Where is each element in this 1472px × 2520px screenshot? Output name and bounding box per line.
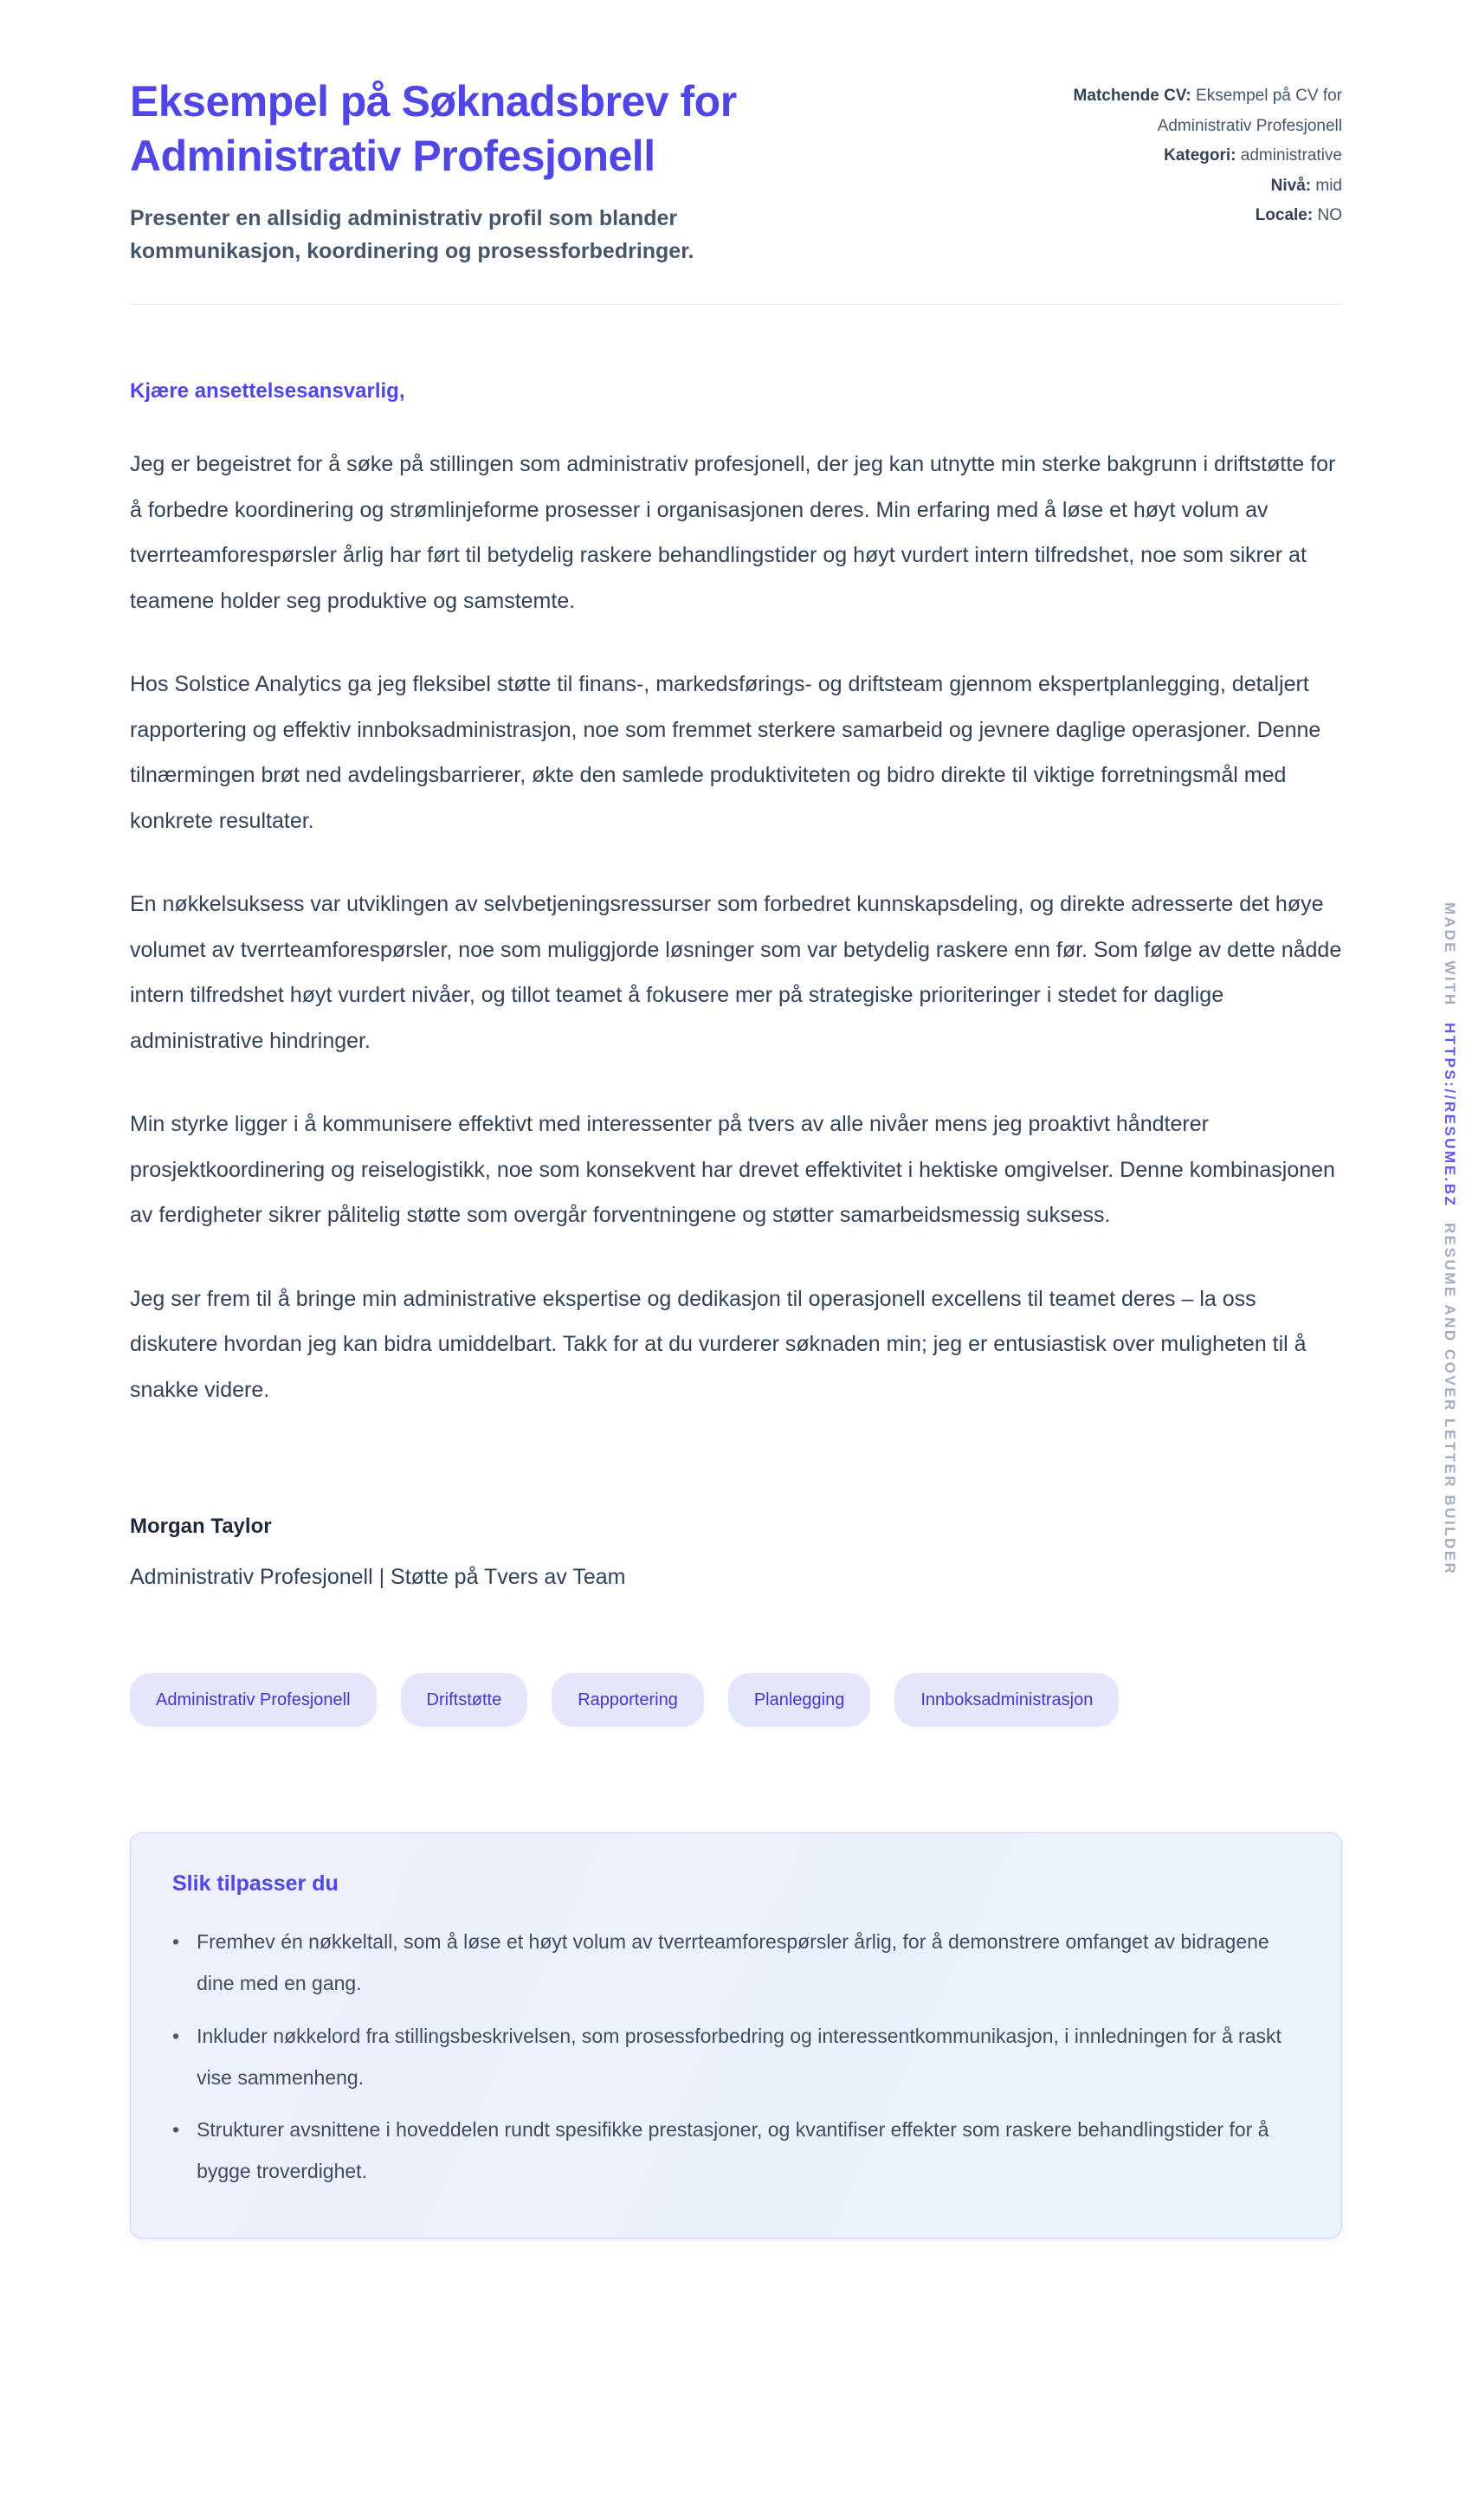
watermark	[1441, 902, 1458, 1576]
tips-box	[130, 1832, 1342, 2239]
letter-body	[130, 379, 1342, 1590]
tips-item-text: Fremhev én nøkkeltall, som å løse et høyt volum av tverrteamforespørsler årlig, for å demonstrere omfanget av bidragene dine med en gang.	[197, 1930, 1269, 1995]
tag-driftstotte[interactable]: Driftstøtte	[401, 1673, 528, 1727]
meta-value-matching-cv: Eksempel på CV for Administrativ Profesjonell	[1157, 87, 1342, 135]
signature-name: Morgan Taylor	[130, 1515, 272, 1538]
watermark-link[interactable]: HTTPS://RESUME.BZ	[1442, 1022, 1458, 1208]
meta-label-locale: Locale:	[1255, 206, 1314, 225]
meta-value-category: administrative	[1236, 146, 1342, 165]
meta-panel	[1056, 74, 1342, 231]
letter-paragraph-1: Jeg er begeistret for å søke på stillingen som administrativ profesjonell, der jeg kan utnytte min sterke bakgrunn i driftstøtte for å forbedre koordinering og strømlinjeforme prosesser i organisasjonen deres. Min erfaring med å løse et høyt volum av tverrteamforespørsler årlig har ført til betydelig raskere behandlingstider og høyt vurdert intern tilfredshet, noe som sikrer at teamene holder seg produktive og samstemte.	[130, 452, 1336, 613]
header-divider	[130, 304, 1342, 305]
tag-planlegging[interactable]: Planlegging	[728, 1673, 871, 1727]
signature-role: Administrativ Profesjonell | Støtte på Tvers av Team	[130, 1565, 626, 1589]
page-title: Eksempel på Søknadsbrev for Administrativ Profesjonell	[130, 77, 737, 180]
meta-value-level: mid	[1311, 176, 1342, 195]
watermark-suffix: RESUME AND COVER LETTER BUILDER	[1442, 1223, 1458, 1576]
letter-paragraph-2: Hos Solstice Analytics ga jeg fleksibel støtte til finans-, markedsførings- og driftsteam gjennom ekspertplanlegging, detaljert rapportering og effektiv innboksadministrasjon, noe som fremmet sterkere samarbeid og jevnere daglige operasjoner. Denne tilnærmingen brøt ned avdelingsbarrierer, økte den samlede produktiviteten og bidro direkte til viktige forretningsmål med konkrete resultater.	[130, 672, 1321, 833]
tips-item-text: Inkluder nøkkelord fra stillingsbeskrivelsen, som prosessforbedring og interessentkommunikasjon, i innledningen for å raskt vise sammenheng.	[197, 2024, 1282, 2089]
bullet-icon: •	[172, 2118, 180, 2142]
tag-list	[130, 1673, 1342, 1727]
meta-label-level: Nivå:	[1270, 176, 1312, 195]
tips-item-1	[172, 1921, 1300, 2005]
letter-paragraph-5: Jeg ser frem til å bringe min administrative ekspertise og dedikasjon til operasjonell excellens til teamet deres – la oss diskutere hvordan jeg kan bidra umiddelbart. Takk for at du vurderer søknaden min; jeg er entusiastisk over muligheten til å snakke videre.	[130, 1286, 1307, 1402]
page-container	[130, 0, 1342, 2239]
tips-item-text: Strukturer avsnittene i hoveddelen rundt spesifikke prestasjoner, og kvantifiser effekter som raskere behandlingstider for å bygge troverdighet.	[197, 2118, 1269, 2183]
tips-item-3	[172, 2109, 1300, 2193]
letter-greeting: Kjære ansettelsesansvarlig,	[130, 379, 405, 403]
meta-value-locale: NO	[1313, 206, 1342, 225]
tag-innboksadministrasjon[interactable]: Innboksadministrasjon	[894, 1673, 1119, 1727]
tips-item-2	[172, 2015, 1300, 2099]
page-subtitle: Presenter en allsidig administrativ profil som blander kommunikasjon, koordinering og prosessforbedringer.	[130, 206, 694, 263]
bullet-icon: •	[172, 1930, 180, 1953]
bullet-icon: •	[172, 2024, 180, 2047]
tips-title: Slik tilpasser du	[172, 1871, 339, 1896]
tag-rapportering[interactable]: Rapportering	[552, 1673, 704, 1727]
letter-paragraph-4: Min styrke ligger i å kommunisere effektivt med interessenter på tvers av alle nivåer mens jeg proaktivt håndterer prosjektkoordinering og reiselogistikk, noe som konsekvent har drevet effektivitet i hektiske omgivelser. Denne kombinasjonen av ferdigheter sikrer pålitelig støtte som overgår forventningene og støtter samarbeidsmessig suksess.	[130, 1112, 1335, 1227]
header-left	[130, 74, 944, 268]
header	[130, 74, 1342, 268]
letter-paragraph-3: En nøkkelsuksess var utviklingen av selvbetjeningsressurser som forbedret kunnskapsdeling, og direkte adresserte det høye volumet av tverrteamforespørsler, noe som muliggjorde løsninger som var betydelig raskere enn før. Som følge av dette nådde intern tilfredshet høyt vurdert nivåer, og tillot teamet å fokusere mer på strategiske prioriteringer i stedet for daglige administrative hindringer.	[130, 892, 1342, 1053]
tips-list	[172, 1921, 1300, 2193]
tag-administrativ-profesjonell[interactable]: Administrativ Profesjonell	[130, 1673, 377, 1727]
meta-label-matching-cv: Matchende CV:	[1073, 87, 1191, 105]
meta-label-category: Kategori:	[1164, 146, 1236, 165]
watermark-prefix: MADE WITH	[1442, 902, 1458, 1007]
